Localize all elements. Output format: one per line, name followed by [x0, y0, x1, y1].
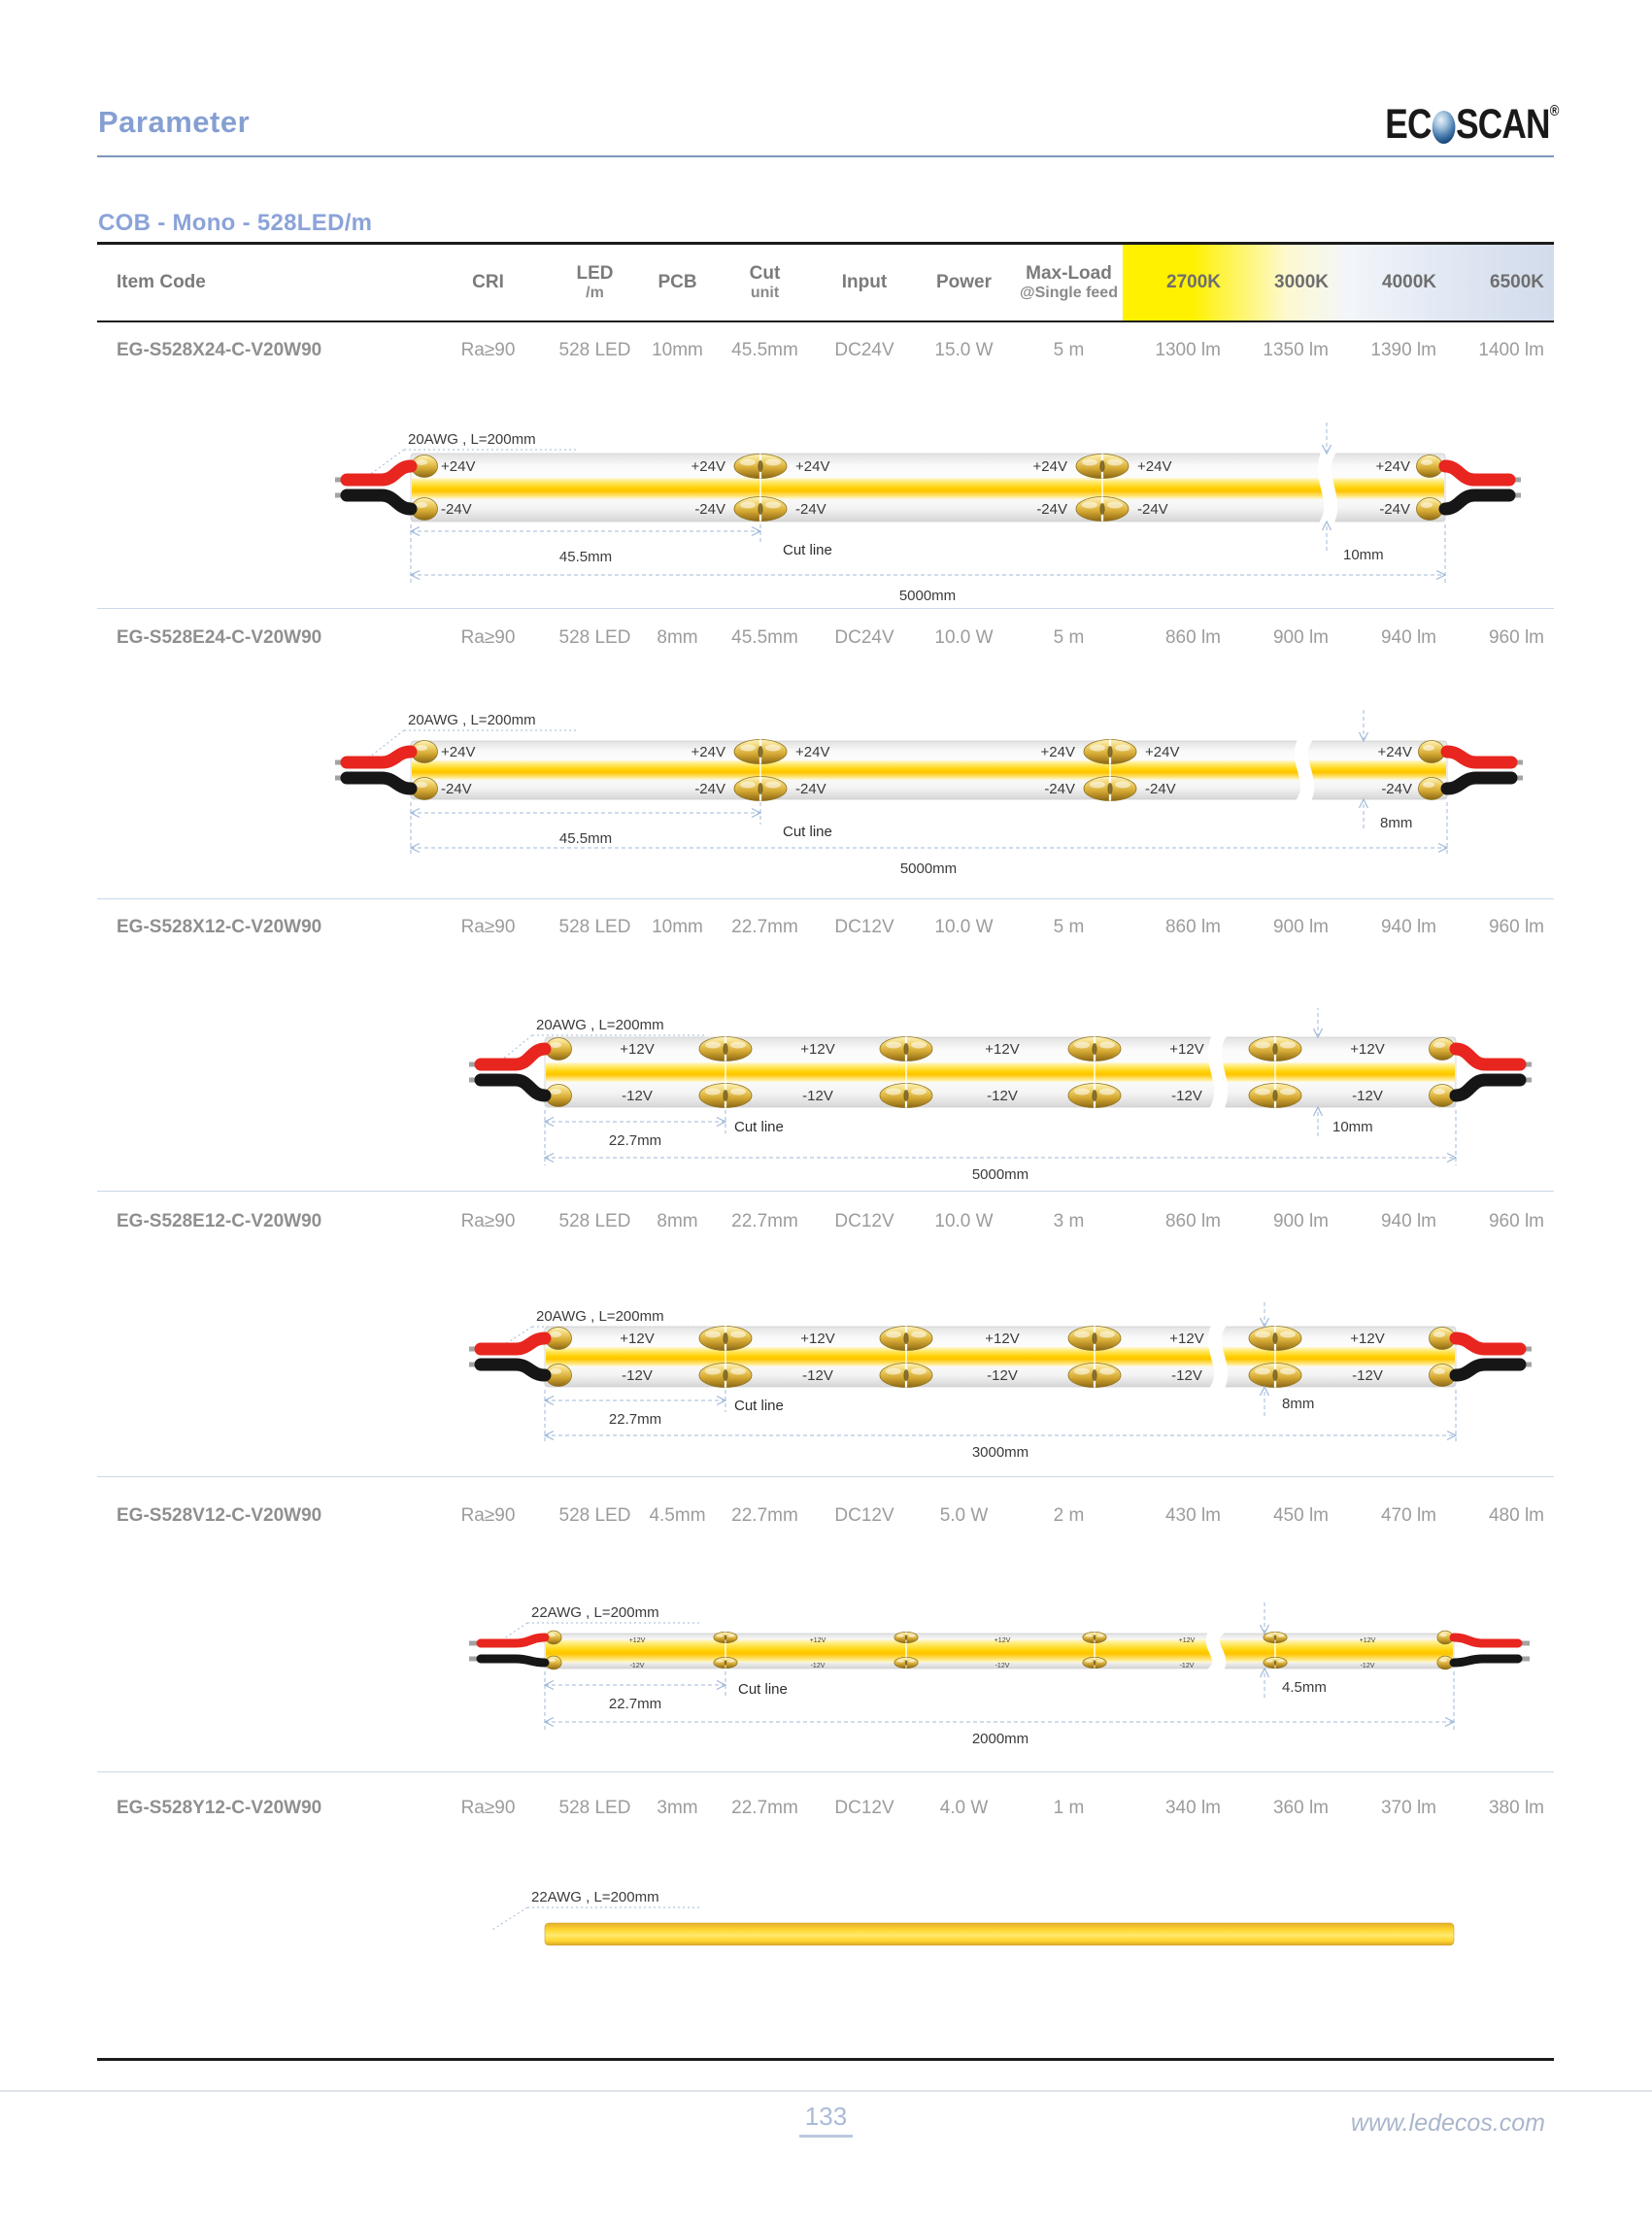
cell-max_load: 1 m [1053, 1798, 1085, 1818]
diagram-canvas [311, 1882, 1573, 2033]
solder-pad-icon [1084, 777, 1136, 801]
col-header-item-code: Item Code [117, 272, 206, 293]
cut-unit-dimension-label: 45.5mm [558, 830, 613, 847]
solder-pad-icon [1076, 497, 1129, 522]
red-wire [1447, 752, 1511, 762]
cell-pcb: 3mm [657, 1798, 698, 1818]
pad-voltage-label: -24V [1379, 501, 1410, 518]
cell-input: DC12V [834, 1211, 894, 1231]
pad-voltage-label: +24V [1040, 744, 1075, 760]
cell-led_m: 528 LED [558, 1798, 631, 1818]
solder-pad-icon [1417, 455, 1443, 478]
pad-voltage-label: -24V [795, 501, 826, 518]
red-wire [1456, 1338, 1520, 1349]
logo-text-right: SCAN [1455, 101, 1550, 148]
pad-voltage-label: +24V [1375, 458, 1410, 475]
strip-diagram-24v-10mm [311, 416, 1573, 610]
phosphor-band [412, 478, 1444, 499]
strip-diagram-12v-10mm [311, 1008, 1573, 1183]
phosphor-band [412, 760, 1446, 780]
logo-text-left: EC [1384, 101, 1432, 148]
pad-voltage-label: -24V [1137, 501, 1168, 518]
callout-leader [491, 1907, 527, 1931]
cell-k3000: 450 lm [1272, 1505, 1329, 1526]
cell-cri: Ra≥90 [460, 340, 516, 360]
pad-voltage-label: +24V [1137, 458, 1172, 475]
red-wire [1456, 1049, 1520, 1064]
solder-pad-icon [894, 1632, 918, 1642]
pad-voltage-label: -24V [1145, 781, 1176, 797]
pad-voltage-label: +12V [1350, 1041, 1385, 1058]
solder-pad-icon [699, 1084, 752, 1108]
led-strip [545, 1923, 1454, 1945]
cell-cri: Ra≥90 [460, 627, 516, 648]
pad-voltage-label: +12V [628, 1637, 646, 1644]
strip-width-label: 4.5mm [1282, 1679, 1327, 1696]
cell-input: DC12V [834, 1505, 894, 1526]
red-wire [1454, 1637, 1518, 1643]
wire-gauge-label: 22AWG , L=200mm [531, 1604, 659, 1621]
pad-voltage-label: +12V [800, 1331, 835, 1347]
pad-voltage-label: -24V [1381, 781, 1412, 797]
cell-max_load: 2 m [1053, 1505, 1085, 1526]
website-text: www.ledecos.com [1350, 2109, 1545, 2137]
page-title: Parameter [98, 105, 251, 139]
pad-voltage-label: -24V [441, 781, 472, 797]
cell-cut_unit: 22.7mm [731, 1798, 798, 1818]
cell-k3000: 900 lm [1272, 917, 1329, 937]
cell-item_code: EG-S528E12-C-V20W90 [117, 1211, 322, 1231]
solder-pad-icon [714, 1632, 737, 1642]
strip-width-label: 10mm [1332, 1119, 1373, 1135]
cell-cri: Ra≥90 [460, 1211, 516, 1231]
wire-gauge-label: 20AWG , L=200mm [536, 1017, 664, 1033]
pad-voltage-label: +24V [1032, 458, 1067, 475]
pad-voltage-label: -12V [802, 1088, 833, 1104]
cell-max_load: 5 m [1053, 627, 1085, 648]
solder-pad-icon [894, 1657, 918, 1668]
black-wire [481, 1659, 545, 1663]
cell-k6500: 960 lm [1488, 1211, 1544, 1231]
black-wire [1456, 1365, 1520, 1375]
phosphor-band [546, 1347, 1455, 1366]
cell-item_code: EG-S528E24-C-V20W90 [117, 627, 322, 648]
black-wire [347, 778, 411, 789]
pad-voltage-label: -12V [802, 1367, 833, 1384]
pad-voltage-label: -12V [995, 1663, 1010, 1669]
cell-led_m: 528 LED [558, 1211, 631, 1231]
solder-pad-icon [880, 1037, 932, 1062]
solder-pad-icon [1084, 740, 1136, 764]
red-wire [481, 1637, 545, 1643]
table-row [97, 1794, 1554, 1823]
cell-power: 4.0 W [939, 1798, 989, 1818]
cell-input: DC24V [834, 340, 894, 360]
cell-k3000: 360 lm [1272, 1798, 1329, 1818]
cut-unit-dimension-label: 45.5mm [558, 549, 613, 565]
strip-break [1213, 1629, 1220, 1673]
cell-k2700: 860 lm [1164, 627, 1221, 648]
pad-voltage-label: +12V [809, 1637, 826, 1644]
cell-cut_unit: 45.5mm [731, 340, 798, 360]
solder-pad-icon [699, 1327, 752, 1351]
cell-k2700: 340 lm [1164, 1798, 1221, 1818]
solder-pad-icon [734, 497, 787, 522]
solder-pad-icon [1083, 1632, 1106, 1642]
table-header-border [97, 320, 1554, 322]
pad-voltage-label: +24V [691, 744, 725, 760]
pad-voltage-label: +12V [985, 1041, 1020, 1058]
col-header-6500k: 6500K [1490, 272, 1544, 293]
solder-pad-icon [1264, 1632, 1287, 1642]
wire-gauge-label: 20AWG , L=200mm [408, 431, 536, 448]
phosphor-band [546, 1062, 1455, 1082]
cell-cut_unit: 22.7mm [731, 1211, 798, 1231]
strip-break [1325, 449, 1332, 526]
pad-voltage-label: +12V [1359, 1637, 1376, 1644]
cell-k3000: 900 lm [1272, 1211, 1329, 1231]
table-row [97, 336, 1554, 365]
red-wire [347, 752, 411, 762]
pad-voltage-label: -12V [1171, 1088, 1202, 1104]
strip-diagram-12v-4.5mm [311, 1595, 1573, 1755]
cell-pcb: 10mm [652, 917, 703, 937]
header-rule [97, 155, 1554, 157]
pad-voltage-label: +12V [994, 1637, 1011, 1644]
pad-voltage-label: -12V [622, 1088, 653, 1104]
total-length-label: 5000mm [898, 588, 957, 604]
footer-rule [0, 2090, 1652, 2092]
solder-pad-icon [1264, 1657, 1287, 1668]
col-header-cut-unit: Cut unit [749, 262, 781, 301]
solder-pad-icon [1068, 1037, 1121, 1062]
solder-pad-icon [699, 1037, 752, 1062]
cell-led_m: 528 LED [558, 340, 631, 360]
total-length-label: 2000mm [971, 1731, 1029, 1747]
table-row [97, 624, 1554, 653]
cell-k4000: 940 lm [1380, 917, 1436, 937]
pad-voltage-label: +24V [441, 458, 476, 475]
cut-line-label: Cut line [734, 1398, 784, 1414]
pad-voltage-label: +24V [691, 458, 725, 475]
cell-input: DC24V [834, 627, 894, 648]
cut-unit-dimension-label: 22.7mm [608, 1132, 662, 1149]
pad-voltage-label: -12V [1360, 1663, 1375, 1669]
cell-k2700: 430 lm [1164, 1505, 1221, 1526]
page-number: 133 [0, 2102, 1652, 2138]
registered-mark: ® [1549, 103, 1559, 119]
solder-pad-icon [714, 1657, 737, 1668]
strip-width-label: 10mm [1343, 547, 1384, 563]
solder-pad-icon [734, 777, 787, 801]
cell-cut_unit: 22.7mm [731, 1505, 798, 1526]
solder-pad-icon [1419, 778, 1445, 800]
pad-voltage-label: -24V [1044, 781, 1075, 797]
cut-line-label: Cut line [783, 824, 832, 840]
col-header-input: Input [841, 272, 888, 293]
table-row [97, 1501, 1554, 1531]
solder-pad-icon [1068, 1364, 1121, 1388]
cell-k4000: 940 lm [1380, 1211, 1436, 1231]
strip-break [1215, 1322, 1222, 1392]
cell-k3000: 900 lm [1272, 627, 1329, 648]
pad-voltage-label: -24V [795, 781, 826, 797]
solder-pad-icon [1068, 1084, 1121, 1108]
pad-voltage-label: +24V [1145, 744, 1180, 760]
strip-width-label: 8mm [1380, 815, 1413, 831]
cell-led_m: 528 LED [558, 627, 631, 648]
cell-max_load: 5 m [1053, 917, 1085, 937]
wire-gauge-label: 20AWG , L=200mm [536, 1308, 664, 1325]
solder-pad-icon [699, 1364, 752, 1388]
diagram-canvas [311, 416, 1573, 610]
section-separator [97, 1771, 1554, 1772]
pad-voltage-label: +12V [620, 1331, 655, 1347]
black-wire [1454, 1659, 1518, 1663]
cell-power: 10.0 W [934, 627, 994, 648]
total-length-label: 5000mm [899, 860, 958, 877]
cell-k4000: 940 lm [1380, 627, 1436, 648]
pad-voltage-label: +12V [1169, 1331, 1204, 1347]
solder-pad-icon [880, 1364, 932, 1388]
cell-k6500: 480 lm [1488, 1505, 1544, 1526]
black-wire [1447, 778, 1511, 789]
cell-pcb: 4.5mm [649, 1505, 706, 1526]
strip-diagram-12v-3mm [311, 1882, 1573, 2033]
cell-k4000: 370 lm [1380, 1798, 1436, 1818]
cut-unit-dimension-label: 22.7mm [608, 1696, 662, 1712]
black-wire [347, 495, 411, 509]
cell-max_load: 5 m [1053, 340, 1085, 360]
diagram-canvas [311, 1299, 1573, 1465]
cell-k4000: 470 lm [1380, 1505, 1436, 1526]
strip-diagram-24v-8mm [311, 697, 1573, 877]
pad-voltage-label: +12V [1169, 1041, 1204, 1058]
diagram-canvas [311, 1595, 1573, 1755]
solder-pad-icon [1076, 455, 1129, 479]
cell-cut_unit: 22.7mm [731, 917, 798, 937]
pad-voltage-label: -12V [629, 1663, 645, 1669]
pad-voltage-label: -12V [1352, 1088, 1383, 1104]
pad-voltage-label: -24V [1036, 501, 1067, 518]
section-separator [97, 1191, 1554, 1192]
wire-gauge-label: 20AWG , L=200mm [408, 712, 536, 728]
black-wire [1445, 495, 1509, 509]
cell-cri: Ra≥90 [460, 1798, 516, 1818]
pad-voltage-label: +24V [795, 458, 830, 475]
cell-k6500: 1400 lm [1478, 340, 1544, 360]
cell-power: 5.0 W [939, 1505, 989, 1526]
strip-width-label: 8mm [1282, 1396, 1315, 1412]
col-header-cri: CRI [472, 272, 504, 293]
strip-break [1301, 736, 1308, 804]
wire-gauge-label: 22AWG , L=200mm [531, 1889, 659, 1905]
black-wire [481, 1365, 545, 1375]
pad-voltage-label: -12V [1171, 1367, 1202, 1384]
table-row [97, 1207, 1554, 1236]
col-header-pcb: PCB [657, 272, 697, 293]
pad-voltage-label: -12V [810, 1663, 826, 1669]
cell-pcb: 8mm [657, 627, 698, 648]
pad-voltage-label: +12V [985, 1331, 1020, 1347]
cell-led_m: 528 LED [558, 1505, 631, 1526]
logo-sphere-icon [1432, 111, 1455, 144]
section-separator [97, 898, 1554, 899]
cell-k6500: 960 lm [1488, 917, 1544, 937]
cell-pcb: 10mm [652, 340, 703, 360]
cell-power: 15.0 W [934, 340, 994, 360]
cut-unit-dimension-label: 22.7mm [608, 1411, 662, 1428]
brand-logo [1385, 101, 1559, 149]
cell-cut_unit: 45.5mm [731, 627, 798, 648]
pad-voltage-label: -12V [1352, 1367, 1383, 1384]
cell-led_m: 528 LED [558, 917, 631, 937]
pad-voltage-label: +24V [441, 744, 476, 760]
solder-pad-icon [880, 1084, 932, 1108]
cell-item_code: EG-S528X12-C-V20W90 [117, 917, 322, 937]
solder-pad-icon [1249, 1364, 1301, 1388]
cell-power: 10.0 W [934, 1211, 994, 1231]
red-wire [481, 1338, 545, 1349]
cell-max_load: 3 m [1053, 1211, 1085, 1231]
black-wire [481, 1080, 545, 1096]
pad-voltage-label: -24V [694, 781, 725, 797]
cell-k2700: 1300 lm [1155, 340, 1221, 360]
pad-voltage-label: +24V [795, 744, 830, 760]
cell-input: DC12V [834, 1798, 894, 1818]
col-header-2700k: 2700K [1166, 272, 1221, 293]
section-title: COB - Mono - 528LED/m [98, 210, 373, 236]
red-wire [347, 466, 411, 480]
black-wire [1456, 1080, 1520, 1096]
pad-voltage-label: +12V [1178, 1637, 1196, 1644]
solder-pad-icon [1083, 1657, 1106, 1668]
pad-voltage-label: -12V [987, 1367, 1018, 1384]
cell-cri: Ra≥90 [460, 1505, 516, 1526]
col-header-max-load: Max-Load @Single feed [1020, 262, 1118, 301]
total-length-label: 3000mm [971, 1444, 1029, 1461]
table-row [97, 913, 1554, 942]
solder-pad-icon [880, 1327, 932, 1351]
cell-pcb: 8mm [657, 1211, 698, 1231]
pad-voltage-label: -12V [622, 1367, 653, 1384]
col-header-power: Power [935, 272, 993, 293]
cell-power: 10.0 W [934, 917, 994, 937]
cell-k2700: 860 lm [1164, 917, 1221, 937]
cell-k6500: 960 lm [1488, 627, 1544, 648]
table-bottom-border [97, 2058, 1554, 2061]
total-length-label: 5000mm [971, 1166, 1029, 1183]
solder-pad-icon [1249, 1037, 1301, 1062]
pad-voltage-label: +12V [1350, 1331, 1385, 1347]
pad-voltage-label: +12V [620, 1041, 655, 1058]
solder-pad-icon [1249, 1084, 1301, 1108]
col-header-3000k: 3000K [1274, 272, 1329, 293]
solder-pad-icon [734, 740, 787, 764]
pad-voltage-label: -24V [694, 501, 725, 518]
cell-item_code: EG-S528X24-C-V20W90 [117, 340, 322, 360]
diagram-canvas [311, 1008, 1573, 1183]
cell-k2700: 860 lm [1164, 1211, 1221, 1231]
strip-diagram-12v-8mm [311, 1299, 1573, 1465]
cell-input: DC12V [834, 917, 894, 937]
cell-k6500: 380 lm [1488, 1798, 1544, 1818]
pad-voltage-label: -12V [987, 1088, 1018, 1104]
solder-pad-icon [1419, 741, 1445, 763]
cell-k3000: 1350 lm [1263, 340, 1329, 360]
pad-voltage-label: -24V [441, 501, 472, 518]
cell-cri: Ra≥90 [460, 917, 516, 937]
cell-item_code: EG-S528Y12-C-V20W90 [117, 1798, 322, 1818]
table-header-row [97, 245, 1554, 320]
cut-line-label: Cut line [783, 542, 832, 558]
solder-pad-icon [1068, 1327, 1121, 1351]
pad-voltage-label: -12V [1179, 1663, 1195, 1669]
col-header-led-m: LED /m [576, 262, 614, 301]
solder-pad-icon [1249, 1327, 1301, 1351]
diagram-canvas [311, 697, 1573, 877]
red-wire [1445, 466, 1509, 480]
cut-line-label: Cut line [734, 1119, 784, 1135]
cell-item_code: EG-S528V12-C-V20W90 [117, 1505, 322, 1526]
solder-pad-icon [734, 455, 787, 479]
cell-k4000: 1390 lm [1370, 340, 1436, 360]
strip-break [1215, 1032, 1222, 1112]
pad-voltage-label: +24V [1377, 744, 1412, 760]
col-header-4000k: 4000K [1382, 272, 1436, 293]
cut-line-label: Cut line [738, 1681, 788, 1698]
pad-voltage-label: +12V [800, 1041, 835, 1058]
section-separator [97, 1476, 1554, 1477]
solder-pad-icon [1417, 498, 1443, 521]
